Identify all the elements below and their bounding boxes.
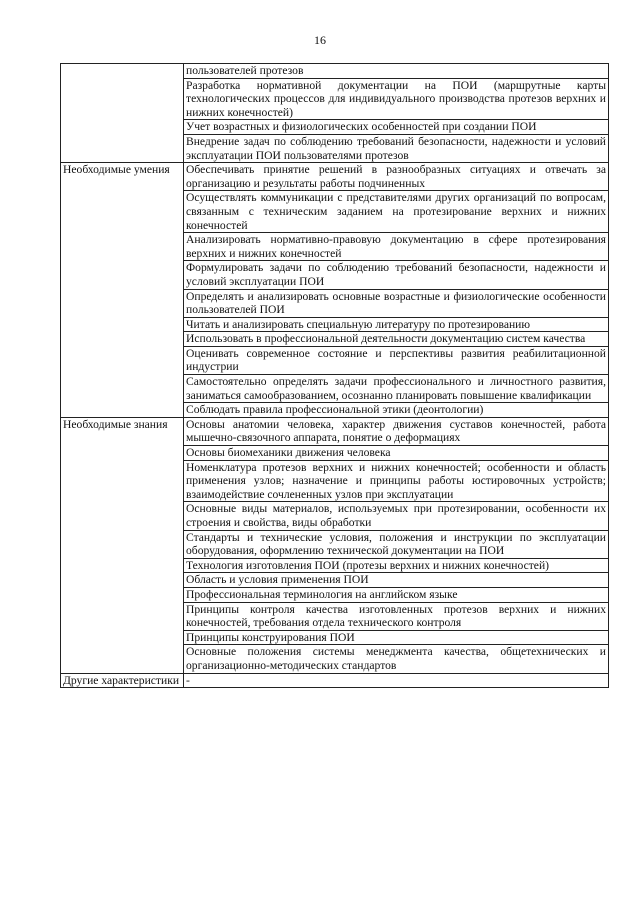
- requirement-item: Анализировать нормативно-правовую документацию в сфере протезирования верхних и нижних конечностей: [184, 233, 609, 261]
- requirement-item: Определять и анализировать основные возрастные и физиологические особенности пользователей ПОИ: [184, 289, 609, 317]
- requirement-item: Технология изготовления ПОИ (протезы верхних и нижних конечностей): [184, 558, 609, 573]
- requirement-item: Формулировать задачи по соблюдению требований безопасности, надежности и условий эксплуатации ПОИ: [184, 261, 609, 289]
- requirement-item: Номенклатура протезов верхних и нижних конечностей; особенности и область применения узлов; назначение и принципы работы юстировочных устройств; взаимодействие сочлененных узлов при эксплуатации: [184, 460, 609, 502]
- section-label: Необходимые умения: [61, 163, 184, 418]
- requirement-item: Принципы конструирования ПОИ: [184, 630, 609, 645]
- requirement-item: Основы анатомии человека, характер движения суставов конечностей, работа мышечно-связочного аппарата, понятие о деформациях: [184, 417, 609, 445]
- requirement-item: Читать и анализировать специальную литературу по протезированию: [184, 317, 609, 332]
- requirement-item: Принципы контроля качества изготовленных протезов верхних и нижних конечностей, требования отдела технического контроля: [184, 602, 609, 630]
- section-label: Другие характеристики: [61, 673, 184, 688]
- requirement-item: -: [184, 673, 609, 688]
- requirement-item: Самостоятельно определять задачи профессионального и личностного развития, заниматься самообразованием, осознанно планировать повышение квалификации: [184, 375, 609, 403]
- requirement-item: Разработка нормативной документации на ПОИ (маршрутные карты технологических процессов для индивидуального производства протезов верхних и нижних конечностей): [184, 78, 609, 120]
- requirement-item: Профессиональная терминология на английском языке: [184, 587, 609, 602]
- requirement-item: пользователей протезов: [184, 64, 609, 79]
- requirement-item: Основы биомеханики движения человека: [184, 446, 609, 461]
- requirement-item: Оценивать современное состояние и перспективы развития реабилитационной индустрии: [184, 346, 609, 374]
- requirement-item: Основные положения системы менеджмента качества, общетехнических и организационно-методических стандартов: [184, 645, 609, 673]
- requirement-item: Обеспечивать принятие решений в разнообразных ситуациях и отвечать за организацию и результаты работы подчиненных: [184, 163, 609, 191]
- table-row: [61, 64, 609, 79]
- requirement-item: Основные виды материалов, используемых при протезировании, особенности их строения и свойства, виды обработки: [184, 502, 609, 530]
- table-row: [61, 673, 609, 688]
- table-row: [61, 417, 609, 445]
- page-number: 16: [314, 33, 326, 47]
- requirement-item: Использовать в профессиональной деятельности документацию систем качества: [184, 332, 609, 347]
- requirement-item: Соблюдать правила профессиональной этики (деонтологии): [184, 403, 609, 418]
- requirement-item: Область и условия применения ПОИ: [184, 573, 609, 588]
- requirement-item: Стандарты и технические условия, положения и инструкции по эксплуатации оборудования, оформлению технической документации на ПОИ: [184, 530, 609, 558]
- requirement-item: Внедрение задач по соблюдению требований безопасности, надежности и условий эксплуатации ПОИ пользователями протезов: [184, 134, 609, 162]
- requirements-table: [60, 63, 609, 688]
- requirement-item: Учет возрастных и физиологических особенностей при создании ПОИ: [184, 120, 609, 135]
- requirements-table-body: [61, 64, 609, 688]
- table-row: [61, 163, 609, 191]
- requirement-item: Осуществлять коммуникации с представителями других организаций по вопросам, связанным с техническим заданием на протезирование верхних и нижних конечностей: [184, 191, 609, 233]
- section-label: [61, 64, 184, 163]
- section-label: Необходимые знания: [61, 417, 184, 673]
